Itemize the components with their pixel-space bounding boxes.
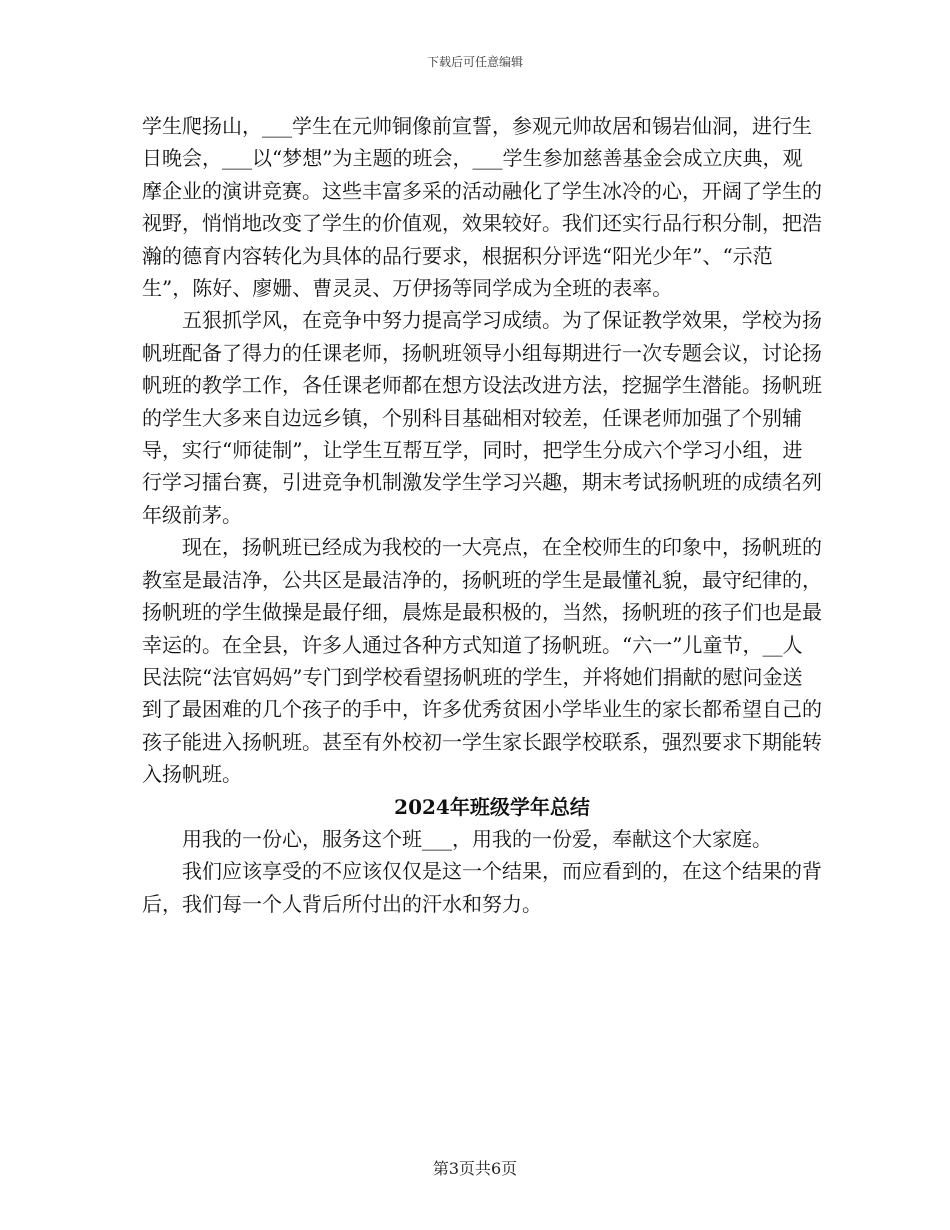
paragraph-motto: 用我的一份心，服务这个班___，用我的一份爱，奉献这个大家庭。 — [182, 826, 772, 851]
section-heading: 2024年班级学年总结 — [394, 794, 590, 819]
paragraph-study-style: 五狠抓学风，在竞争中努力提高学习成绩。为了保证教学效果，学校为扬帆班配备了得力的任课老师，扬帆班领导小组每期进行一次专题会议，讨论扬帆班的教学工作，各任课老师都在想方设法改进方法，挖掘学生潜能。扬帆班的学生大多来自边远乡镇，个别科目基础相对较差，任课老师加强了个别辅导，实行“师徒制”，让学生互帮互学，同时，把学生分成六个学习小组，进行学习擂台赛，引进竞争机制激发学生学习兴趣，期末考试扬帆班的成绩名列年级前茅。 — [142, 308, 822, 527]
paragraph-current-status: 现在，扬帆班已经成为我校的一大亮点，在全校师生的印象中，扬帆班的教室是最洁净，公共区是最洁净的，扬帆班的学生是最懂礼貌，最守纪律的，扬帆班的学生做操是最仔细，晨炼是最积极的，当然，扬帆班的孩子们也是最幸运的。在全县，许多人通过各种方式知道了扬帆班。“六一”儿童节，__人民法院“法官妈妈”专门到学校看望扬帆班的学生，并将她们捐献的慰问金送到了最困难的几个孩子的手中，许多优秀贫困小学毕业生的家长都希望自己的孩子能进入扬帆班。甚至有外校初一学生家长跟学校联系，强烈要求下期能转入扬帆班。 — [142, 535, 822, 787]
page-header-note: 下载后可任意编辑 — [426, 55, 523, 69]
paragraph-activities: 学生爬扬山，___学生在元帅铜像前宣誓，参观元帅故居和锡岩仙洞，进行生日晚会，___以“梦想”为主题的班会，___学生参加慈善基金会成立庆典，观摩企业的演讲竞赛。这些丰富多采的活动融化了学生冰冷的心，开阔了学生的视野，悄悄地改变了学生的价值观，效果较好。我们还实行品行积分制，把浩瀚的德育内容转化为具体的品行要求，根据积分评选“阳光少年”、“示范生”，陈好、廖姗、曹灵灵、万伊扬等同学成为全班的表率。 — [142, 114, 822, 301]
page-number: 第3页共6页 — [432, 1159, 518, 1178]
paragraph-effort: 我们应该享受的不应该仅仅是这一个结果，而应看到的，在这个结果的背后，我们每一个人背后所付出的汗水和努力。 — [142, 859, 822, 916]
document-body — [142, 110, 822, 920]
